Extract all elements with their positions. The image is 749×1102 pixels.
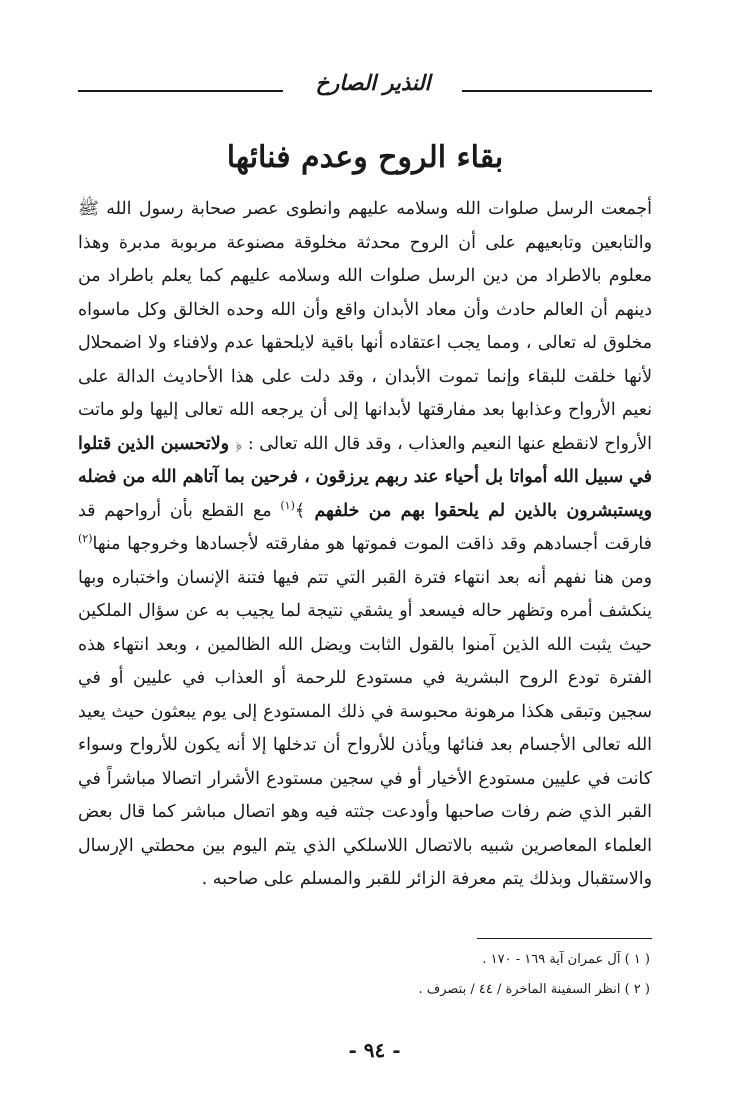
body-paragraph [78, 193, 652, 897]
footnote-2: ( ٢ ) انظر السفينة الماخرة / ٤٤ / بتصرف . [418, 982, 650, 997]
body-text [78, 193, 652, 897]
footnote-separator [477, 938, 652, 939]
body-part-1: أجمعت الرسل صلوات الله وسلامه عليهم وانطوى عصر صحابة رسول الله ﷺ والتابعين وتابعيهم على أن الروح محدثة مخلوقة مصنوعة مربوبة مدبرة وهذا معلوم بالاطراد من دين الرسل صلوات الله وسلامه عليهم كما يعلم باطراد من دينهم أن العالم حادث وأن معاد الأبدان واقع وأن الله وحده الخالق وكل ماسواه مخلوق له تعالى ، ومما يجب اعتقاده أنها باقية لايلحقها عدم ولافناء ولا اضمحلال لأنها خلقت للبقاء وإنما تموت الأبدان ، وقد دلت على هذا الأحاديث الدالة على نعيم الأرواح وعذابها بعد مفارقتها لأبدانها إلى أن يرجعه الله تعالى إليها ولو ماتت الأرواح لانقطع عنها النعيم والعذاب ، وقد قال الله تعالى : [78, 199, 652, 454]
page-number: - ٩٤ - [348, 1038, 401, 1062]
quran-verse: ولاتحسبن الذين قتلوا في سبيل الله أمواتا بل أحياء عند ربهم يرزقون ، فرحين بما آتاهم الله من فضله ويستبشرون بالذين لم يلحقوا بهم من خلفهم [78, 433, 653, 521]
quran-open-bracket: ﴿ [235, 433, 243, 454]
quran-close-bracket: ﴾ [294, 500, 306, 521]
footnote-ref-2[interactable]: (٢) [78, 532, 93, 546]
footnote-ref-1[interactable]: (١) [280, 498, 295, 512]
header-rule-left [78, 90, 283, 92]
header-rule-right [462, 90, 652, 92]
footnotes [78, 945, 652, 1005]
section-heading: بقاء الروح وعدم فنائها [226, 140, 504, 175]
footnote-1: ( ١ ) آل عمران آية ١٦٩ - ١٧٠ . [482, 952, 650, 967]
body-part-3: ومن هنا نفهم أنه بعد انتهاء فترة القبر التي تتم فيها فتنة الإنسان واختباره وبها ينكشف أمره وتظهر حاله فيسعد أو يشقي نتيجة لما يجيب به عن سؤال الملكين حيث يثبت الله الذين آمنوا بالقول الثابت ويضل الله الظالمين ، وبعد انتهاء هذه الفترة تودع الروح البشرية في مستودع للرحمة أو العذاب في عليين أو في سجين وتبقى هكذا مرهونة محبوسة في ذلك المستودع إلى يوم يبعثون حيث يعيد الله تعالى الأجسام بعد فنائها ويأذن للأرواح أن تدخلها إلا أنه يكون للأرواح وسواء كانت في عليين مستودع الأخيار أو في سجين مستودع الأشرار اتصالا مباشراً في القبر الذي ضم رفات صاحبها وأودعت جثته فيه وهو اتصال مباشر كما قال بعض العلماء المعاصرين شبيه بالاتصال اللاسلكي الذي يتم اليوم بين محطتي الإرسال والاستقبال وبذلك يتم معرفة الزائر للقبر والمسلم على صاحبه . [78, 567, 652, 889]
body-part-2: مع القطع بأن أرواحهم قد فارقت أجسادهم وقد ذاقت الموت فموتها هو مفارقته لأجسادها وخروجها منها [78, 500, 652, 554]
running-header [78, 68, 652, 108]
running-title: النذير الصارخ [315, 70, 431, 95]
